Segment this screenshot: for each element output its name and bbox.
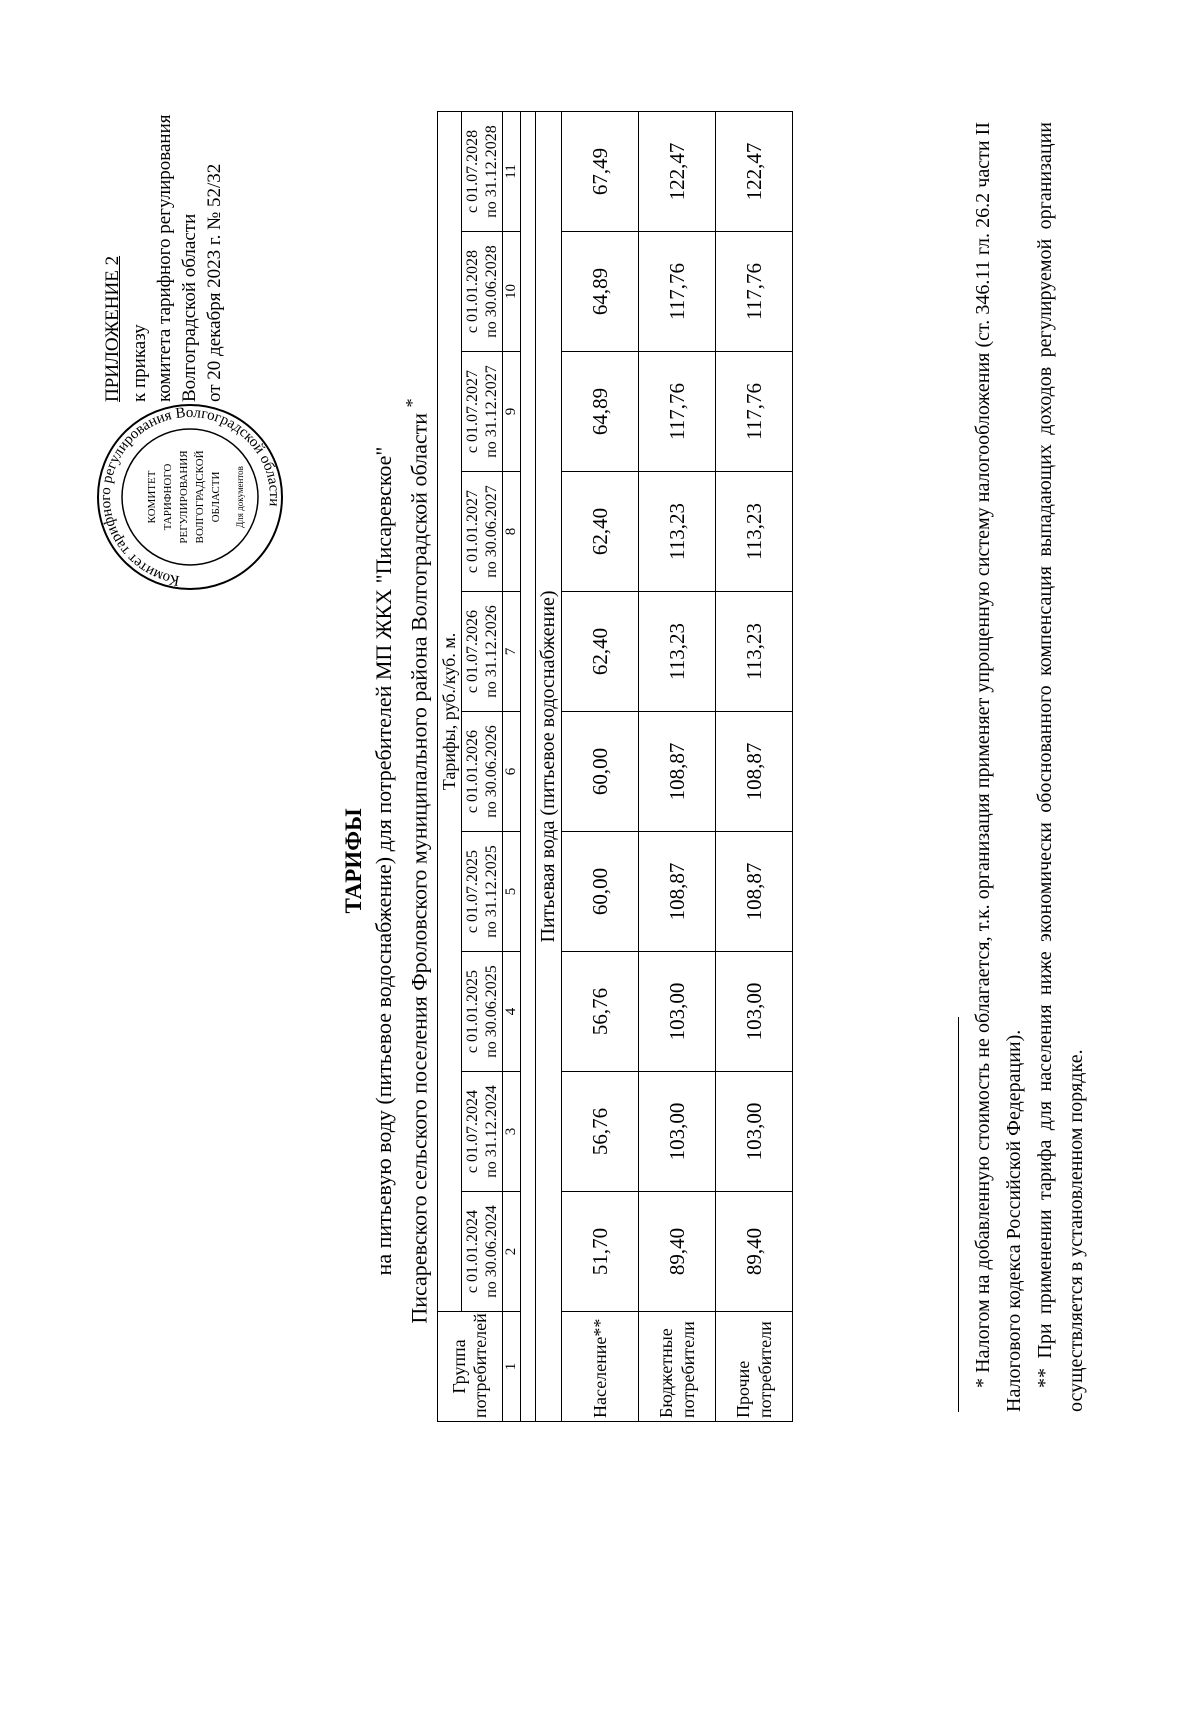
tariff-value: 89,40 — [639, 1192, 716, 1312]
column-number-row — [503, 111, 521, 1421]
value-rows — [562, 111, 793, 1421]
period-to: по 30.06.2025 — [483, 965, 500, 1058]
table-row — [716, 111, 793, 1421]
column-number: 9 — [503, 352, 521, 472]
tariff-value: 122,47 — [716, 111, 793, 231]
period-to: по 30.06.2026 — [483, 725, 500, 818]
document-heading — [340, 0, 433, 1722]
tariff-value: 89,40 — [716, 1192, 793, 1312]
footnote-separator — [958, 1017, 959, 1412]
empty-cell — [521, 111, 536, 1421]
seal-line: ВОЛГОГРАДСКОЙ — [194, 450, 206, 544]
footnote: ** При применении тарифа для населения ниже экономически обоснованного компенсация выпадающих доходов регулируемой организации осуществляется в установленном порядке. — [1034, 122, 1087, 1412]
tariff-value: 117,76 — [639, 232, 716, 352]
period-to: по 31.12.2026 — [483, 605, 500, 698]
section-row — [536, 111, 562, 1421]
tariff-value: 117,76 — [716, 352, 793, 472]
table-row — [562, 111, 639, 1421]
seal-line: ОБЛАСТИ — [210, 471, 222, 523]
period-from: с 01.01.2027 — [464, 489, 481, 574]
column-number: 11 — [503, 111, 521, 231]
seal-line: ТАРИФНОГО — [162, 463, 174, 531]
appendix-block — [100, 72, 227, 402]
period-to: по 31.12.2028 — [483, 125, 500, 218]
column-number: 4 — [503, 952, 521, 1072]
period-header — [462, 712, 503, 832]
tariff-value: 113,23 — [716, 472, 793, 592]
period-from: с 01.07.2026 — [464, 609, 481, 694]
period-to: по 31.12.2025 — [483, 845, 500, 938]
period-from: с 01.07.2028 — [464, 129, 481, 214]
appendix-line: комитета тарифного регулирования — [154, 114, 175, 402]
tariff-value: 62,40 — [562, 472, 639, 592]
period-from: с 01.01.2026 — [464, 729, 481, 814]
group-header: Группа потребителей — [438, 1312, 503, 1422]
footnotes — [968, 122, 1092, 1412]
official-seal — [95, 402, 285, 592]
period-to: по 30.06.2028 — [483, 245, 500, 338]
period-header — [462, 232, 503, 352]
tariff-value: 108,87 — [639, 832, 716, 952]
period-from: с 01.07.2024 — [464, 1089, 481, 1174]
seal-line: РЕГУЛИРОВАНИЯ — [178, 450, 190, 544]
tariff-value: 103,00 — [639, 1072, 716, 1192]
period-to: по 30.06.2027 — [483, 485, 500, 578]
period-from: с 01.01.2025 — [464, 969, 481, 1054]
tariff-value: 64,89 — [562, 232, 639, 352]
period-to: по 31.12.2027 — [483, 365, 500, 458]
heading-line — [398, 0, 433, 1722]
period-from: с 01.01.2024 — [464, 1209, 481, 1294]
tariff-value: 67,49 — [562, 111, 639, 231]
consumer-group: Прочие потребители — [716, 1312, 793, 1422]
tariff-value: 56,76 — [562, 952, 639, 1072]
tariff-value: 56,76 — [562, 1072, 639, 1192]
tariff-value: 103,00 — [716, 952, 793, 1072]
period-row — [462, 111, 503, 1421]
period-header — [462, 1072, 503, 1192]
tariff-value: 113,23 — [716, 592, 793, 712]
appendix-line: Волгоградской области — [179, 213, 200, 402]
period-header — [462, 352, 503, 472]
period-to: по 31.12.2024 — [483, 1085, 500, 1178]
period-to: по 30.06.2024 — [483, 1205, 500, 1298]
empty-row — [521, 111, 536, 1421]
period-header — [462, 1192, 503, 1312]
tariff-table — [437, 111, 793, 1422]
seal-bottom-text: Для документов — [235, 466, 245, 528]
heading-line: на питьевую воду (питьевое водоснабжение) для потребителей МП ЖКХ "Писаревское" — [371, 446, 396, 1276]
tariff-value: 62,40 — [562, 592, 639, 712]
tariff-header: Тарифы, руб./куб. м. — [438, 111, 462, 1311]
period-header — [462, 472, 503, 592]
column-number: 7 — [503, 592, 521, 712]
appendix-title: ПРИЛОЖЕНИЕ 2 — [102, 255, 123, 402]
tariff-value: 113,23 — [639, 472, 716, 592]
tariff-value: 113,23 — [639, 592, 716, 712]
column-number: 8 — [503, 472, 521, 592]
heading-line-text: Писаревского сельского поселения Фроловского муниципального района Волгоградской области — [406, 413, 432, 1324]
period-header — [462, 111, 503, 231]
table-row — [639, 111, 716, 1421]
period-header — [462, 592, 503, 712]
section-label: Питьевая вода (питьевое водоснабжение) — [536, 111, 562, 1421]
tariff-value: 103,00 — [639, 952, 716, 1072]
tariff-value: 108,87 — [716, 712, 793, 832]
period-header — [462, 832, 503, 952]
table-header-row — [438, 111, 462, 1421]
appendix-line: от 20 декабря 2023 г. № 52/32 — [204, 163, 225, 402]
period-header — [462, 952, 503, 1072]
period-from: с 01.01.2028 — [464, 249, 481, 334]
tariff-value: 103,00 — [716, 1072, 793, 1192]
svg-text:Комитет тарифного регулировани — [98, 405, 282, 588]
consumer-group: Бюджетные потребители — [639, 1312, 716, 1422]
document-title: ТАРИФЫ — [341, 808, 366, 914]
consumer-group: Население** — [562, 1312, 639, 1422]
column-number: 3 — [503, 1072, 521, 1192]
column-number: 5 — [503, 832, 521, 952]
heading-marker: * — [402, 398, 422, 408]
column-number: 10 — [503, 232, 521, 352]
period-from: с 01.07.2025 — [464, 849, 481, 934]
tariff-value: 122,47 — [639, 111, 716, 231]
column-number: 1 — [503, 1312, 521, 1422]
tariff-value: 64,89 — [562, 352, 639, 472]
tariff-value: 108,87 — [716, 832, 793, 952]
period-from: с 01.07.2027 — [464, 369, 481, 454]
tariff-value: 108,87 — [639, 712, 716, 832]
column-number: 6 — [503, 712, 521, 832]
footnote: * Налогом на добавленную стоимость не облагается, т.к. организация применяет упрощенную систему налогообложения (ст. 346.11 гл. 26.2 части II Налогового кодекса Российской Федерации). — [972, 122, 1025, 1412]
column-number: 2 — [503, 1192, 521, 1312]
tariff-value: 60,00 — [562, 832, 639, 952]
tariff-value: 60,00 — [562, 712, 639, 832]
tariff-value: 117,76 — [716, 232, 793, 352]
seal-line: КОМИТЕТ — [146, 470, 158, 524]
seal-outer-text: Комитет тарифного регулирования Волгоградской области — [97, 404, 283, 589]
tariff-value: 117,76 — [639, 352, 716, 472]
appendix-line: к приказу — [129, 324, 150, 402]
tariff-value: 51,70 — [562, 1192, 639, 1312]
